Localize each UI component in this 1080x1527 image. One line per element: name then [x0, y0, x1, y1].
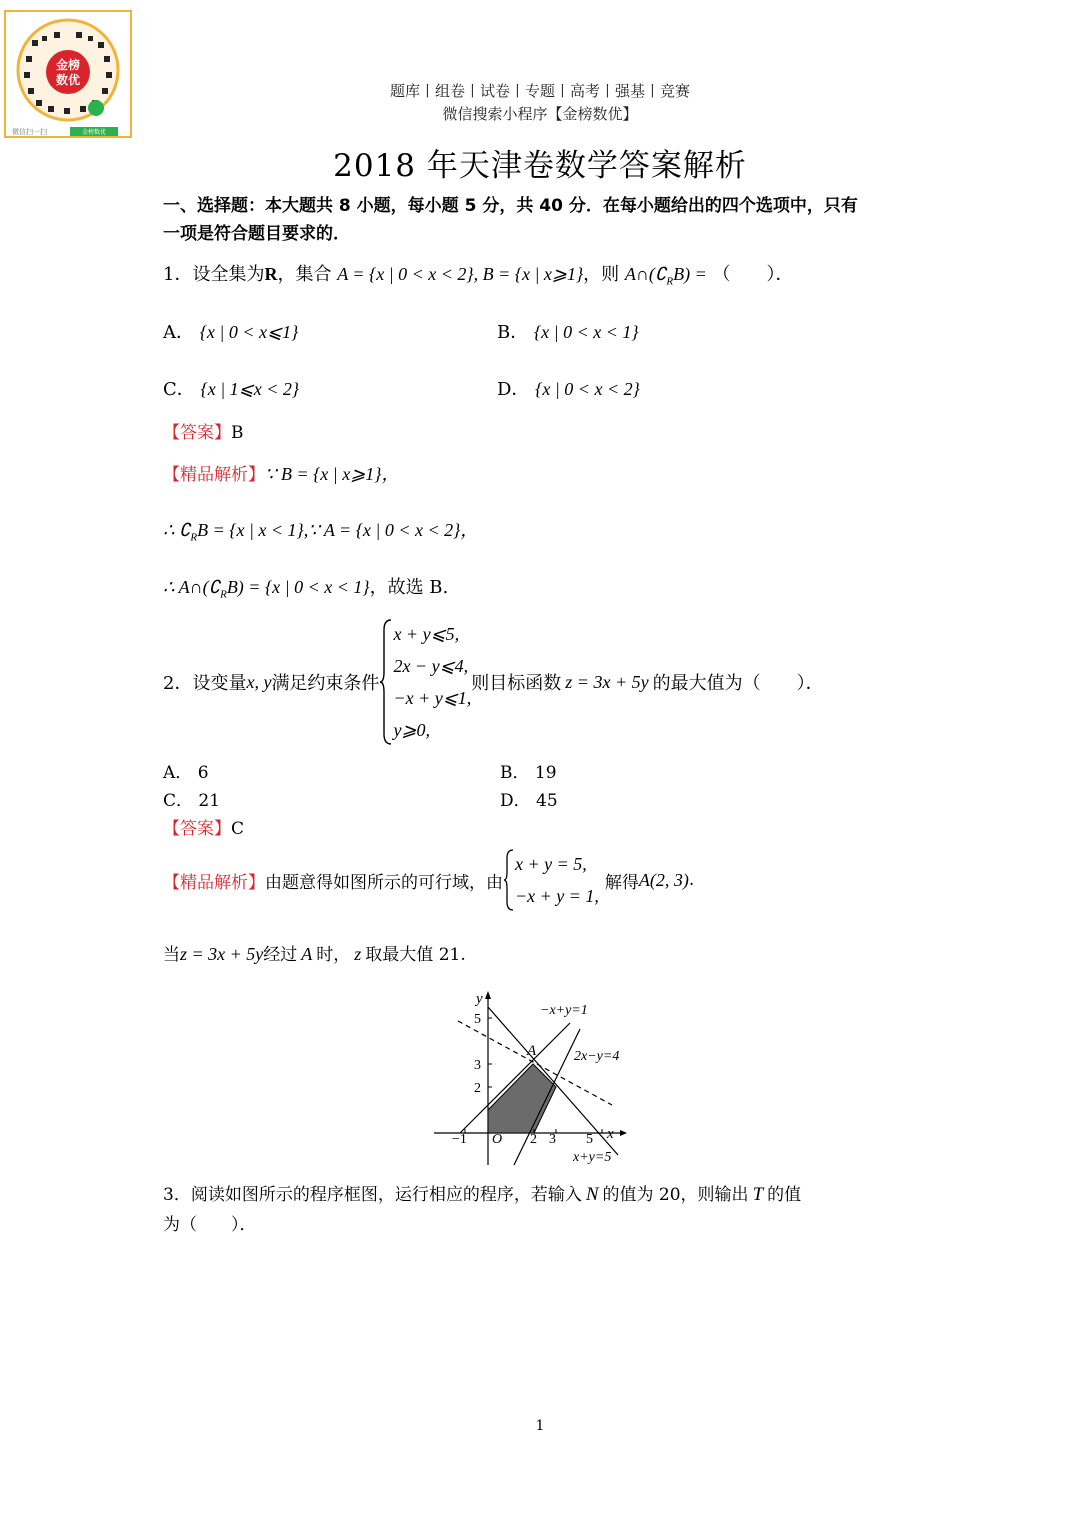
- q2-sol2-z: z: [354, 944, 362, 964]
- q1-analysis: [163, 460, 400, 486]
- q2-solution-line2: [163, 940, 466, 965]
- q1-sol2-sub: R: [190, 531, 198, 544]
- y-tick-3: 3: [474, 1058, 481, 1073]
- q1-analysis-tag: 【精品解析】: [163, 465, 265, 485]
- qr-center-text-1: 金榜: [55, 58, 81, 72]
- q1-expr-a: A∩(∁: [624, 264, 667, 284]
- y-axis-label: y: [476, 991, 483, 1007]
- qr-center-text-2: 数优: [55, 73, 81, 87]
- q2-option-c-label: C．: [163, 791, 194, 811]
- point-a-label: A: [527, 1043, 537, 1059]
- q1-answer-tag: 【答案】: [163, 423, 231, 443]
- q1-sol2-b: B = {x | x < 1},∵ A = {x | 0 < x < 2}，: [197, 520, 479, 540]
- q1-number: 1．设全集为: [163, 264, 265, 285]
- q1-option-c-text: {x | 1⩽x < 2}: [200, 379, 300, 399]
- x-tick-3: 3: [549, 1132, 556, 1147]
- q1-stem-b: ，则: [583, 264, 620, 285]
- q2-point-a: A(2, 3): [638, 869, 689, 890]
- origin-label: O: [492, 1132, 503, 1147]
- section-heading-line2: 一项是符合题目要求的．: [163, 224, 350, 244]
- q1-sol2-a: ∴ ∁: [163, 520, 191, 540]
- q2-analysis: [163, 848, 694, 912]
- q1-option-b-text: {x | 0 < x < 1}: [533, 322, 639, 342]
- q2-system-brace: [503, 848, 515, 912]
- q2-stem-a: 满足约束条件: [271, 673, 380, 694]
- q1-option-c-label: C．: [163, 379, 195, 400]
- q1-sol3-b: B) = {x | 0 < x < 1}: [226, 577, 370, 597]
- q2-option-d-text: 45: [536, 791, 558, 811]
- q1-option-d-text: {x | 0 < x < 2}: [535, 379, 640, 399]
- q2-sol2-expr: z = 3x + 5y: [180, 944, 264, 964]
- q3-t: T: [752, 1184, 764, 1205]
- q2-sol1-a: 由题意得如图所示的可行域，由: [265, 872, 503, 893]
- q1-stem-a: ，集合: [277, 264, 332, 285]
- q2-option-a[interactable]: [163, 758, 209, 783]
- q1-sol3-c: ，故选 B.: [369, 577, 449, 598]
- question-2-stem: [163, 618, 824, 746]
- q2-constraint-2: 2x − y⩽4,: [393, 656, 469, 676]
- q1-option-a[interactable]: [163, 318, 298, 344]
- q1-universal-set: R: [264, 264, 278, 284]
- q1-sets: A = {x | 0 < x < 2}, B = {x | x⩾1}: [337, 264, 584, 284]
- q2-system: [515, 848, 599, 912]
- question-3-stem: [163, 1180, 801, 1206]
- q3-line1-c: 的值: [767, 1185, 802, 1205]
- q2-option-a-text: 6: [197, 763, 209, 783]
- y-axis-arrow: [485, 991, 491, 999]
- q2-sol2-point: A: [301, 944, 313, 964]
- qr-footer-right: 金榜数优: [81, 129, 107, 136]
- q1-option-d-label: D．: [497, 379, 530, 400]
- q1-sol3-a: ∴ A∩(∁: [163, 577, 221, 597]
- q2-answer-tag: 【答案】: [163, 819, 231, 839]
- qr-footer-left: 微信扫一扫: [12, 128, 47, 136]
- page-number: 1: [535, 1418, 545, 1434]
- q1-expr-b: B) =: [673, 264, 707, 284]
- x-axis-arrow: [620, 1130, 627, 1136]
- header-nav: 题库丨组卷丨试卷丨专题丨高考丨强基丨竞赛: [389, 82, 690, 100]
- q2-sol1-b: 解得: [604, 872, 639, 893]
- q2-constraint-1: x + y⩽5,: [393, 624, 460, 644]
- x-tick-2: 2: [530, 1132, 537, 1147]
- q1-expr: [624, 264, 707, 288]
- q3-n: N: [585, 1184, 599, 1205]
- q1-answer: [163, 418, 244, 443]
- q2-sol2-d: 取最大值 21.: [365, 945, 466, 965]
- q2-option-b[interactable]: [500, 758, 557, 783]
- q1-solution-line2: [163, 516, 478, 544]
- q1-option-c[interactable]: [163, 375, 299, 401]
- q2-objective: z = 3x + 5y: [565, 671, 649, 692]
- q1-option-a-text: {x | 0 < x⩽1}: [199, 322, 299, 342]
- q2-constraint-3: −x + y⩽1,: [393, 688, 472, 708]
- q3-line1-a: 3．阅读如图所示的程序框图，运行相应的程序，若输入: [163, 1185, 582, 1205]
- q1-solution-line3: [163, 573, 448, 601]
- y-tick-2: 2: [474, 1081, 481, 1096]
- label-line-x-plus-y: x+y=5: [573, 1150, 612, 1165]
- q2-constraints: [393, 618, 471, 746]
- q2-sol1-c: .: [688, 870, 695, 890]
- q1-blank: （ ）．: [712, 264, 794, 285]
- q1-option-a-label: A．: [163, 322, 194, 343]
- x-axis-label: x: [607, 1126, 614, 1142]
- feasible-region-graph: [430, 985, 660, 1170]
- q2-option-c-text: 21: [198, 791, 221, 811]
- q2-option-c[interactable]: [163, 786, 220, 811]
- header-search-hint: 微信搜索小程序【金榜数优】: [442, 105, 638, 123]
- q2-system-eq2: −x + y = 1,: [515, 886, 599, 906]
- q3-line1-b: 的值为 20，则输出: [602, 1185, 749, 1205]
- q1-option-b-label: B．: [497, 322, 529, 343]
- label-line-2x-minus-y: 2x−y=4: [574, 1049, 620, 1064]
- q1-option-b[interactable]: [497, 318, 639, 344]
- q2-vars: x, y: [246, 671, 272, 692]
- q1-sol3-sub: R: [220, 588, 227, 601]
- q2-option-b-label: B．: [500, 763, 530, 783]
- label-line-neg-x-plus-y: −x+y=1: [540, 1003, 588, 1018]
- q3-line2: 为（ ）．: [163, 1215, 257, 1235]
- q2-sol2-c: 时，: [316, 945, 351, 965]
- q2-number: 2．设变量: [163, 673, 247, 694]
- q2-constraint-brace: [379, 618, 393, 746]
- q1-option-d[interactable]: [497, 375, 640, 401]
- x-tick-neg1: −1: [452, 1132, 467, 1147]
- x-tick-5: 5: [586, 1132, 593, 1147]
- page-title: 2018 年天津卷数学答案解析: [333, 148, 747, 184]
- q2-answer: [163, 814, 244, 839]
- q2-option-d-label: D．: [500, 791, 531, 811]
- q2-option-d[interactable]: [500, 786, 558, 811]
- q2-constraint-4: y⩾0,: [393, 720, 431, 740]
- q2-sol2-a: 当: [163, 945, 180, 965]
- q2-sol2-b: 经过: [263, 945, 298, 965]
- q2-stem-c: 的最大值为（ ）．: [652, 673, 824, 694]
- q1-answer-value: B: [231, 423, 244, 443]
- q1-expr-sub: R: [666, 275, 674, 288]
- section-heading-line1: 一、选择题：本大题共 8 小题，每小题 5 分，共 40 分．在每小题给出的四个选项中，只有: [163, 196, 858, 216]
- q2-answer-value: C: [231, 819, 245, 839]
- q2-system-eq1: x + y = 5,: [515, 854, 587, 874]
- q2-analysis-tag: 【精品解析】: [163, 872, 265, 893]
- q2-option-b-text: 19: [534, 763, 557, 783]
- q2-option-a-label: A．: [163, 763, 193, 783]
- q1-solution-line1: ∵ B = {x | x⩾1}，: [265, 464, 400, 484]
- question-1-stem: [163, 260, 793, 288]
- q2-stem-b: 则目标函数: [471, 673, 562, 694]
- y-tick-5: 5: [474, 1012, 481, 1027]
